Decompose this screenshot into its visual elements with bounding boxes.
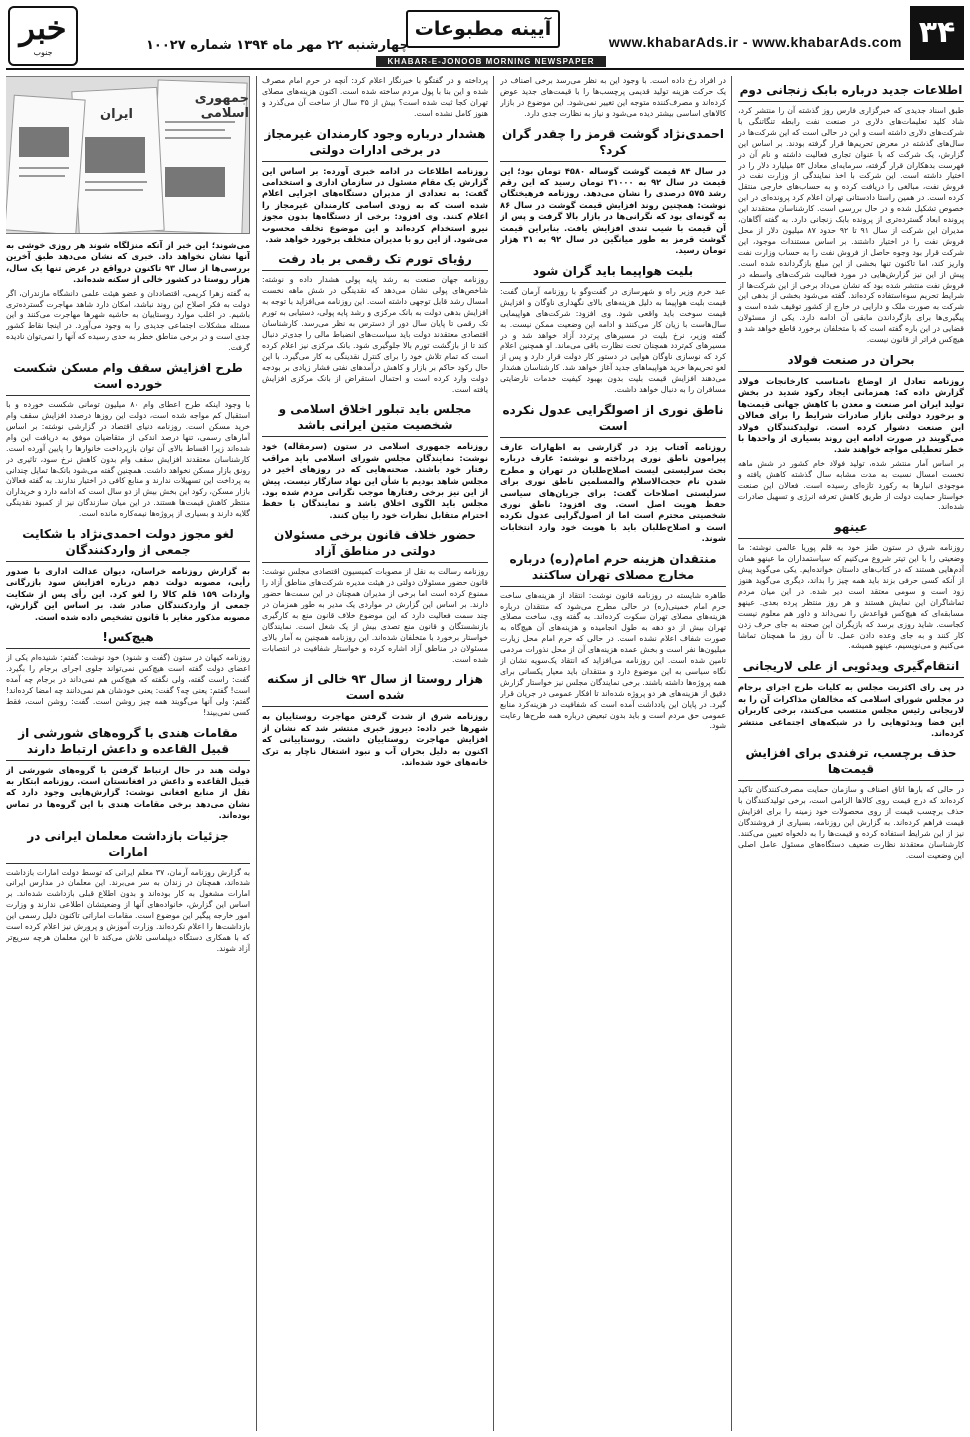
article-body: بر اساس آمار منتشر شده، تولید فولاد خام کشور در شش ماهه نخست امسال نسبت به مدت مشابه سال گذشته کاهش یافته و موجودی انبارها به رکورد تازه‌ای رسیده است. فعالان این صنعت خواستار حمایت دولت از طریق کاهش تعرفه انرژی و تسهیل صادرات شده‌اند. (738, 458, 964, 512)
headline: مقامات هندی با گروه‌های شورشی از قبیل القاعده و داعش ارتباط دارند (6, 725, 250, 761)
site-urls: www.khabarAds.ir - www.khabarAds.com (608, 34, 902, 50)
headline: هزار روستا از سال ۹۳ خالی از سکنه شده است (262, 671, 488, 707)
column-3 (262, 76, 488, 1431)
article-lead: دولت هند در حال ارتباط گرفتن با گروه‌های شورشی از قبیل القاعده و داعش در افغانستان است. روزنامه ابتکار به نقل از منابع افغانی نوشت: گزارش‌هایی وجود دارد که نشان می‌دهد برخی مقامات هندی با این گروه‌ها در تماس بوده‌اند. (6, 764, 250, 821)
article-body: روزنامه کیهان در ستون (گفت و شنود) خود نوشت: گفتم: شنیده‌ام یکی از اعضای دولت گفته است هیچ‌کس نمی‌تواند جلوی اجرای برجام را بگیرد. گفت: راست گفته، ولی نگفته که هیچ‌کس هم نمی‌داند در برجام چه آمده است! گفتم: یعنی چه؟ گفت: یعنی خودشان هم نمی‌دانند چه امضا کرده‌اند! گفتم: ولی آنها می‌گویند همه چیز روشن است. گفت: روشن است، فقط کسی نمی‌بیند! (6, 653, 250, 717)
english-banner: KHABAR-E-JONOOB MORNING NEWSPAPER (376, 56, 606, 67)
column-1 (738, 76, 964, 1431)
column-divider (256, 76, 257, 1431)
masthead (6, 4, 964, 70)
article-lead: روزنامه جمهوری اسلامی در ستون (سرمقاله) خود نوشت: نمایندگان مجلس شورای اسلامی باید مراقب رفتار خود باشند. صحنه‌هایی که در روزهای اخیر در مجلس شاهد بودیم با شأن این نهاد سازگار نیست. پیش از این نیز برخی رفتارها موجب نگرانی مردم شده بود. مجلس باید الگوی اخلاق باشد و نمایندگان با حفظ احترام متقابل نظرات خود را بیان کنند. (262, 441, 488, 520)
article-body: در حالی که بارها اتاق اصناف و سازمان حمایت مصرف‌کنندگان تاکید کرده‌اند که درج قیمت روی کالاها الزامی است، برخی تولیدکنندگان با حذف برچسب قیمت از روی محصولات خود زمینه را برای افزایش قیمت فراهم کرده‌اند. به گزارش این روزنامه، بسیاری از فروشندگان نیز از این شرایط استفاده کرده و قیمت‌ها را به دلخواه تعیین می‌کنند. کارشناسان معتقدند نظارت ضعیف دستگاه‌های مسئول عامل اصلی این وضعیت است. (738, 785, 964, 860)
photo-paper-title-2: ایران (100, 107, 133, 122)
article-body: روزنامه شرق در ستون طنز خود به قلم پوریا عالمی نوشته: ما وضعیتی را با این تیتر شروع می‌کنیم که سیاستمداران ما عینهو همان آدم‌هایی هستند که در کتاب‌های داستان خوانده‌ایم. یکی می‌گوید پیش از آنکه کسی حرفی بزند باید همه چیز را بداند، دیگری می‌گوید هنوز زود است و سومی معتقد است دیر شده. در این میان مردم تماشاگران این نمایش هستند و هر روز منتظر پرده بعدی. عینهو مسابقه‌ای که هیچ‌کس قواعدش را نمی‌داند و داور هم معلوم نیست کجاست. شاید روزی برسد که بازیگران این صحنه به جای حرف زدن کار کنند و به جای وعده دادن عمل. تا آن روز ما همچنان تماشا می‌کنیم و می‌نویسیم، عینهو همیشه. (738, 543, 964, 651)
column-divider (493, 76, 494, 1431)
article-lead: در سال ۸۴ قیمت گوشت گوساله ۴۵۸۰ تومان بود؛ این قیمت در سال ۹۲ به ۳۱۰۰۰ تومان رسید که این رقم رشد ۵۷۵ درصدی را نشان می‌دهد. روزنامه فرهیختگان نوشت: همچنین روند افزایش قیمت گوشت در سال ۸۶ به گونه‌ای بود که نگرانی‌ها در بازار بالا گرفت و پس از آن قیمت با شیب تندی افزایش یافت. بنابراین قیمت گوشت قرمز به طور میانگین در سال ۹۲ به ۳۱ هزار تومان رسید. (500, 165, 726, 256)
headline: عینهو (738, 519, 964, 539)
article-continuation: می‌شوند؛ این خبر از آنکه منزلگاه شوند هر روزی خوشی به آنها نشان نخواهد داد. خبری که نشان می‌دهد طبق آخرین بررسی‌ها از سال ۹۳ تاکنون درواقع در عرض تنها یک سال، هزار روستا در کشور خالی از سکنه شده‌اند. (6, 240, 250, 285)
headline: جزئیات بازداشت معلمان ایرانی در امارات (6, 828, 250, 864)
article-body: به گفته زهرا کریمی، اقتصاددان و عضو هیئت علمی دانشگاه مازندران، اگر دولت به فکر اصلاح این روند نباشد، امکان دارد شاهد مهاجرت گسترده‌تری باشیم. در اغلب موارد روستاییان به حاشیه شهرها مهاجرت می‌کنند و این مسئله مشکلات اجتماعی جدیدی را به وجود می‌آورد. در اینجا نقاط کشور جدی است و در برخی مناطق خطر به حدی رسیده که آنها را نمی‌توان نادیده گرفت. (6, 288, 250, 353)
headline: ناطق نوری از اصولگرایی عدول نکرده است (500, 402, 726, 438)
article-body: به گزارش روزنامه آرمان، ۳۷ معلم ایرانی که توسط دولت امارات بازداشت شده‌اند، همچنان در زندان به سر می‌برند. این معلمان در مدارس ایرانی امارات مشغول به کار بوده‌اند و بدون اطلاع قبلی بازداشت شده‌اند. بر اساس این گزارش، خانواده‌های آنها از وضعیتشان اطلاعی ندارند و وزارت امور خارجه پیگیر این موضوع است. مقامات اماراتی تاکنون دلیل رسمی این بازداشت‌ها را اعلام نکرده‌اند. وزارت آموزش و پرورش نیز اعلام کرده است که با همکاری دستگاه دیپلماسی تلاش می‌کند تا این معلمان هرچه سریع‌تر آزاد شوند. (6, 867, 250, 953)
headline: بحران در صنعت فولاد (738, 352, 964, 372)
article-body: روزنامه رسالت به نقل از مصوبات کمیسیون اقتصادی مجلس نوشت: قانون حضور مسئولان دولتی در هیئت مدیره شرکت‌های مناطق آزاد را ممنوع کرده است اما برخی از مدیران همچنان در این سمت‌ها حضور دارند. بر اساس این گزارش در مواردی یک مدیر به طور همزمان در چند سمت فعالیت دارد که این موضوع خلاف قانون منع به کارگیری بازنشستگان و قانون منع تصدی بیش از یک شغل است. نمایندگان خواستار برخورد با متخلفان شده‌اند. این روزنامه همچنین به آمار بالای مسئولان در مناطق آزاد اشاره کرده و خواستار شفافیت در انتصابات شده است. (262, 567, 488, 664)
article-lead: روزنامه اطلاعات در ادامه خبری آورده: بر اساس این گزارش یک مقام مسئول در سازمان اداری و استخدامی گفت: به تعدادی از مدیران دستگاه‌های اجرایی اعلام شده است که به زودی اسامی کارمندان غیرمجاز را اعلام کنند. وی افزود: برخی از دستگاه‌ها بدون مجوز نیرو استخدام کرده‌اند و این موضوع تخلف محسوب می‌شود. از این رو با مدیران متخلف برخورد خواهد شد. (262, 165, 488, 245)
article-continuation: در افراد رخ داده است. با وجود این به نظر می‌رسد برخی اصناف در یک حرکت هزینه تولید قدیمی پرچسب‌ها را با قیمت‌های جدید عوض کرده‌اند و مصرف‌کننده متوجه این تغییر نمی‌شود. این موضوع در بازار کالاهای اساسی بیشتر دیده می‌شود و نیاز به نظارت جدی دارد. (500, 76, 726, 118)
headline: طرح افزایش سقف وام مسکن شکست خورده است (6, 360, 250, 396)
article-body: طاهره شایسته در روزنامه قانون نوشت: انتقاد از هزینه‌های ساخت حرم امام خمینی(ره) در حالی مطرح می‌شود که منتقدان درباره هزینه‌های مصلای تهران سکوت کرده‌اند. به گفته وی، ساخت مصلای تهران بیش از دو دهه به طول انجامیده و هزینه‌های آن هیچ‌گاه به صورت شفاف اعلام نشده است. در حالی که حرم امام محل زیارت میلیون‌ها نفر است و بخش عمده هزینه‌های آن از محل نذورات مردمی تامین شده است. این روزنامه می‌افزاید که انتقاد یک‌سویه نشان از نگاه سیاسی به این موضوع دارد و منتقدان باید معیار یکسانی برای همه پروژه‌ها داشته باشند. برخی نمایندگان مجلس نیز خواستار گزارش دقیق از هزینه‌های هر دو پروژه شده‌اند تا افکار عمومی در جریان قرار گیرد. در پایان این یادداشت آمده است که شفافیت در هزینه‌کرد منابع عمومی حق مردم است و باید بدون تبعیض درباره همه طرح‌ها رعایت شود. (500, 590, 726, 731)
article-body: با وجود اینکه طرح اعطای وام ۸۰ میلیون تومانی شکست خورده و با استقبال کم مواجه شده است، دولت این روزها درصدد افزایش سقف وام خرید مسکن است. روزنامه دنیای اقتصاد در گزارشی نوشته: بر اساس آمارهای رسمی، تنها درصد اندکی از متقاضیان موفق به دریافت این وام شده‌اند زیرا اقساط بالای آن توان بازپرداخت خانوارها را پایین آورده است. کارشناسان معتقدند افزایش سقف وام بدون کاهش نرخ سود، تاثیری در رونق بازار مسکن نخواهد داشت. همچنین گفته می‌شود بانک‌ها تمایل چندانی به پرداخت این تسهیلات ندارند و منابع کافی در اختیار ندارند. به گفته فعالان بازار مسکن، رکود این بخش بیش از دو سال است که ادامه دارد و خریداران منتظر کاهش قیمت‌ها هستند. در این میان سازندگان نیز از کمبود نقدینگی گلایه دارند و بسیاری از پروژه‌ها نیمه‌کاره مانده است. (6, 400, 250, 519)
article-lead: در پی رای اکثریت مجلس به کلیات طرح اجرای برجام در مجلس شورای اسلامی که مخالفان مذاکرات آن را به لاریجانی رئیس مجلس منتسب می‌کنند، برخی کاربران این فضا ویدئوهایی را در شبکه‌های اجتماعی منتشر کرده‌اند. (738, 682, 964, 738)
logo-sub: جنوب (33, 48, 53, 57)
headline: رؤیای تورم تک رقمی بر باد رفت (262, 251, 488, 271)
headline: هیچ‌کس! (6, 629, 250, 649)
article-lead: روزنامه شرق از شدت گرفتن مهاجرت روستاییان به شهرها خبر داده: دیروز خبری منتشر شد که نشان از افزایش مهاجرت روستاییان داشت. روستاییانی که اکنون به دلیل بحران آب و نبود اشتغال ناچار به ترک خانه‌های خود شده‌اند. (262, 711, 488, 768)
article-continuation: پرداخته و در گفتگو با خبرنگار اعلام کرد: آنچه در حرم امام مصرف شده و این بنا با پول مردم ساخته شده است. اکنون هزینه‌های مصلای تهران کجا ثبت شده است؟ بیش از ۳۵ سال از ساخت آن می‌گذرد و هنوز کامل نشده است. (262, 76, 488, 118)
article-lead: روزنامه تعادل از اوضاع نامناسب کارخانجات فولاد گزارش داده که: همزمانی ایجاد رکود شدید در بخش تولید ایران امر صنعت و معدن با کاهش جهانی قیمت‌ها و برخورد دولتی بازار صادرات شرایط را برای فعالان این صنعت دشوار کرده است. تولیدکنندگان فولاد می‌گویند در صورت ادامه این روند بسیاری از واحدها با خطر تعطیلی مواجه خواهند شد. (738, 375, 964, 455)
headline: انتقام‌گیری ویدئویی از علی لاریجانی (738, 658, 964, 678)
section-title: آیینه مطبوعات (406, 10, 560, 48)
headline: مجلس باید تبلور اخلاق اسلامی و شخصیت متین ایرانی باشد (262, 401, 488, 437)
headline: منتقدان هزینه حرم امام(ره) درباره مخارج مصلای تهران ساکتند (500, 551, 726, 587)
page-number: ۳۴ (910, 6, 964, 60)
newspapers-photo (6, 76, 250, 234)
headline: لغو مجوز دولت احمدی‌نژاد با شکایت جمعی از وارد‌کنندگان (6, 526, 250, 562)
newspaper-page (6, 4, 964, 1433)
article-lead: روزنامه آفتاب یزد در گزارشی به اظهارات عارف پیرامون ناطق نوری پرداخته و نوشته: عارف درباره بحث سرلیستی لیست اصلاح‌طلبان در تهران و مطرح شدن نام حجت‌الاسلام والمسلمین ناطق نوری برای سرلیستی اصلاحات گفت: برای جریان‌های سیاسی حفظ هویت اصل است. وی افزود: ناطق نوری شخصیتی محترم است اما از اصول‌گرایی عدول نکرده است و اصلاح‌طلبان باید با هویت خود وارد انتخابات شوند. (500, 441, 726, 544)
dateline: چهارشنبه ۲۲ مهر ماه ۱۳۹۴ شماره ۱۰۰۲۷ (146, 38, 409, 53)
column-4 (6, 76, 250, 1431)
column-divider (731, 76, 732, 1431)
headline: بلیت هواپیما باید گران شود (500, 263, 726, 283)
article-body: روزنامه جهان صنعت به رشد پایه پولی هشدار داده و نوشته: شاخص‌های پولی نشان می‌دهد که نقدینگی در شش ماهه نخست امسال رشد قابل توجهی داشته است. این روزنامه می‌افزاید با توجه به افزایش بدهی دولت به بانک مرکزی و رشد پایه پولی، دستیابی به تورم تک رقمی تا پایان سال دور از دسترس به نظر می‌رسد. کارشناسان اقتصادی معتقدند دولت باید سیاست‌های انضباط مالی را جدی‌تر دنبال کند تا از بازگشت تورم بالا جلوگیری شود. بانک مرکزی نیز اعلام کرده است که تمام تلاش خود را برای کنترل نقدینگی به کار می‌گیرد. با این حال رکود حاکم بر بازار و کاهش درآمدهای نفتی فشار زیادی بر بودجه دولت وارد کرده است و احتمال استقراض از بانک مرکزی افزایش یافته است. (262, 275, 488, 394)
headline: حضور خلاف قانون برخی مسئولان دولتی در مناطق آزاد (262, 527, 488, 563)
newspaper-logo (8, 6, 78, 66)
headline: هشدار درباره وجود کارمندان غیرمجاز در برخی ادارات دولتی (262, 126, 488, 162)
headline: حذف برچسب، ترفندی برای افزایش قیمت‌ها (738, 745, 964, 781)
article-body: طبق اسناد جدیدی که خبرگزاری فارس روز گذشته آن را منتشر کرد، شاد کلید تعلیمات‌های دلاری در صنعت نفت رابطه تنگاتنگی با شرکت‌های دلاری داشته است و این در حالی است که این شرکت‌ها در سال‌های گذشته در معرض تحریم‌ها قرار گرفته بودند. بر اساس این گزارش، یک شرکت که با عنوان تجاری فعالیت داشته و نام آن در فهرست بدهکاران قرار گرفته، سرمایه‌ای معادل ۵۳ میلیارد دلار را در اختیار داشته است. این شرکت با اخذ نمایندگی از وزارت نفت در فروش نفت، مبالغی را دریافت کرده و به حساب‌های خارجی منتقل کرده است. در همین راستا دادستانی تهران اعلام کرد پرونده‌ای در این خصوص تشکیل شده و در حال بررسی است. کارشناسان معتقدند این پرونده ابعاد گسترده‌تری از پرونده بابک زنجانی دارد. به گفته آگاهان، مدیران این شرکت از سال ۹۱ تا ۹۲ حدود ۸۷ میلیون دلار از محل فروش نفت را در اختیار داشتند. بر اساس مستندات موجود، این شرکت قرار بود وجوه حاصل از فروش نفت را به حساب وزارت نفت واریز کند، اما تاکنون تنها بخشی از این مبلغ بازگردانده شده است. پیش از این نیز گزارش‌هایی در مورد فعالیت شرکت‌های واسطه در فروش نفت منتشر شده بود که نشان می‌داد برخی از این شرکت‌ها از شرایط تحریم سوءاستفاده کرده‌اند. گفته می‌شود بخشی از بدهی این شرکت به صورت ملک و دارایی در خارج از کشور توقیف شده است و پیگیری‌ها برای بازگرداندن مابقی آن ادامه دارد. یکی از مسئولان قضایی در این باره گفته است که با متخلفان برخورد قاطع خواهد شد و هیچ‌کس فراتر از قانون نیست. (738, 106, 964, 345)
article-body: عبد خرم وزیر راه و شهرسازی در گفت‌وگو با روزنامه آرمان گفت: قیمت بلیت هواپیما به دلیل هزینه‌های بالای نگهداری ناوگان و افزایش قیمت سوخت باید واقعی شود. وی افزود: شرکت‌های هواپیمایی سال‌هاست با زیان کار می‌کنند و ادامه این وضعیت ممکن نیست. به گفته وزیر، نرخ بلیت در مسیرهای پرتردد آزاد خواهد شد و در مسیرهای کم‌تردد همچنان تحت نظارت باقی می‌ماند. او همچنین اعلام کرد که نوسازی ناوگان هوایی در دستور کار دولت قرار دارد و پس از لغو تحریم‌ها خرید هواپیماهای جدید آغاز خواهد شد. کارشناسان هشدار می‌دهند افزایش قیمت بلیت بدون بهبود کیفیت خدمات نارضایتی مسافران را به دنبال خواهد داشت. (500, 286, 726, 395)
headline: احمدی‌نژاد گوشت قرمز را چقدر گران کرد؟ (500, 126, 726, 162)
logo-word: خبر (19, 9, 67, 47)
photo-paper-title: جمهوری اسلامی (194, 91, 249, 121)
headline: اطلاعات جدید درباره بابک زنجانی دوم (738, 82, 964, 102)
column-2 (500, 76, 726, 1431)
article-lead: به گزارش روزنامه خراسان، دیوان عدالت اداری با صدور رأیی، مصوبه دولت دهم درباره افزایش سود بازرگانی واردات ۱۵۹ قلم کالا را لغو کرد. این رأی پس از شکایت جمعی از وارد‌کنندگان صادر شد. بر اساس این گزارش، مصوبه مذکور مغایر با قانون تشخیص داده شده است. (6, 566, 250, 622)
